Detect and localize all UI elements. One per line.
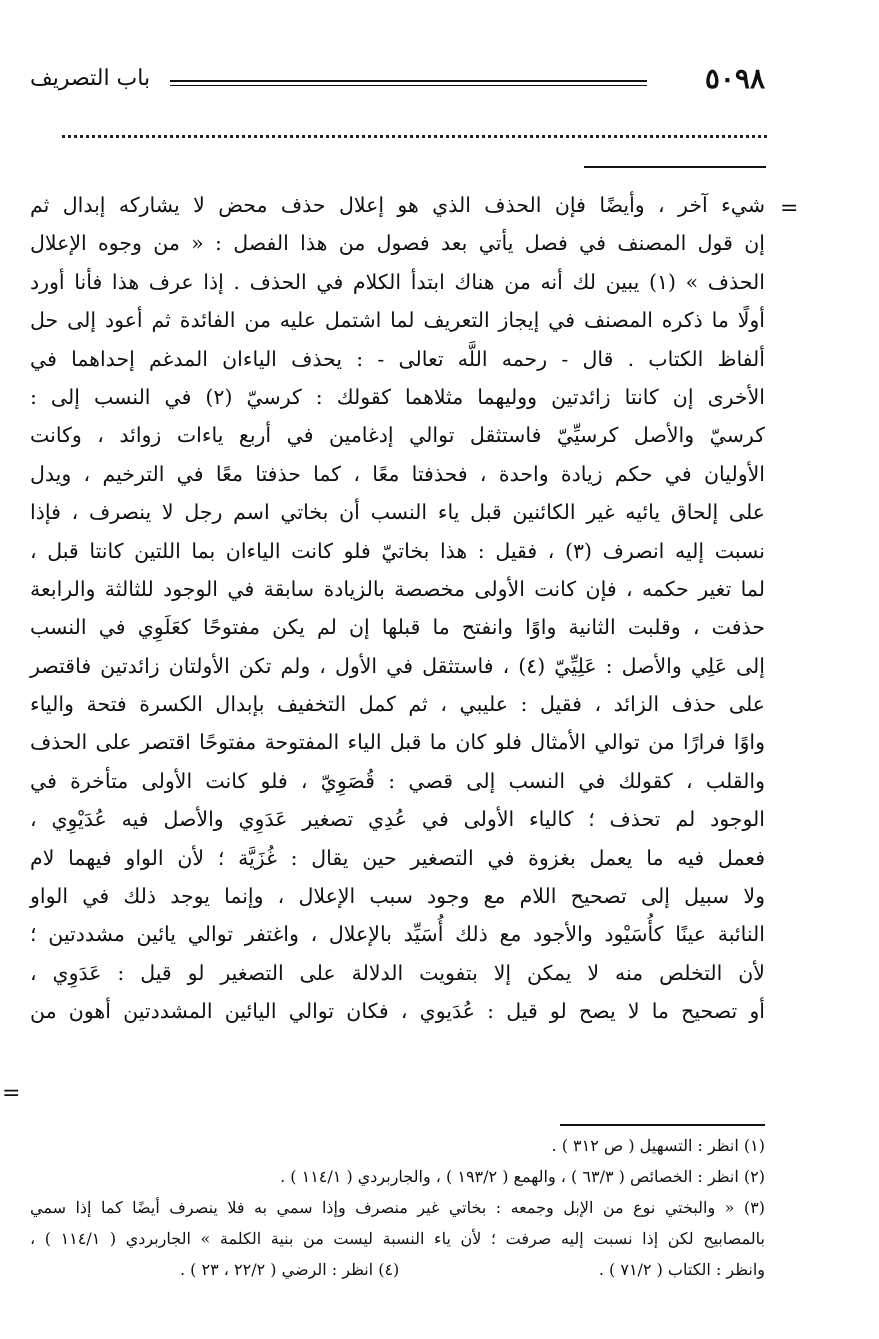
footnote-4: (٤) انظر : الرضي ( ٢٢/٢ ، ٢٣ ) . (180, 1260, 400, 1279)
body-line: الحذف » (١) يبين لك أنه من هناك ابتدأ الكلام في الحذف . إذا عرف هذا فأنا أورد (30, 269, 765, 294)
chapter-title: باب التصريف (30, 66, 151, 91)
body-line: واوًا فرارًا من توالي الأمثال فلو كان ما قبل الياء المفتوحة مفتوحًا اقتصر على الحذف (30, 730, 765, 755)
body-line: أو تصحيح ما لا يصح لو قيل : عُدَيوي ، فكان توالي اليائين المشددتين أهون من (30, 999, 765, 1024)
footnote-3-line-3: وانظر : الكتاب ( ٧١/٢ ) . (598, 1260, 765, 1279)
body-line: إلى عَلِي والأصل : عَلِيِّيّ (٤) ، فاستثقل في الأول ، ولم تكن الأولتان زائدتين فاقتصر (30, 653, 765, 678)
body-line: شيء آخر ، وأيضًا فإن الحذف الذي هو إعلال حذف محض لا يشاركه إبدال ثم (30, 193, 765, 217)
footnote-3-line-1: (٣) « والبختي نوع من الإبل وجمعه : بخاتي غير منصرف وإذا سمي به فلا ينصرف أيضًا كما إذا سمي (30, 1198, 765, 1217)
body-line: كرسيّ والأصل كرسيِّيّ فاستثقل توالي إدغامين في أربع ياءات زوائد ، وكانت (30, 423, 765, 448)
footnote-2: (٢) انظر : الخصائص ( ٦٣/٣ ) ، والهمع ( ١٩٣/٢ ) ، والجاربردي ( ١١٤/١ ) . (280, 1167, 765, 1186)
footnotes (30, 1130, 765, 1285)
footnote-1: (١) انظر : التسهيل ( ص ٣١٢ ) . (551, 1136, 765, 1155)
body-line: النائبة عينًا كأُسَيْود والأجود مع ذلك أُسَيِّد بالإعلال ، واغتفر توالي يائين مشددتين ؛ (30, 922, 765, 947)
body-line: فعمل فيه ما يعمل بغزوة في التصغير حين يقال : غُزَيَّة ؛ لأن الواو فيهما لام (30, 845, 765, 870)
body-line: الوجود لم تحذف ؛ كالياء الأولى في عُدِي تصغير عَدَوِي والأصل فيه عُدَيْوِي ، (30, 807, 765, 832)
continuation-mark-start: = (780, 196, 799, 221)
body-line: لأن التخلص منه لا يمكن إلا بتفويت الدلالة على التصغير لو قيل : عَدَوِي ، (30, 960, 765, 985)
body-text (30, 186, 765, 1031)
body-line: ولا سبيل إلى تصحيح اللام مع وجود سبب الإعلال ، وإنما يوجد ذلك في الواو (30, 884, 765, 909)
section-underline (584, 166, 766, 168)
body-line: إن قول المصنف في فصل يأتي بعد فصول من هذا الفصل : « من وجوه الإعلال (30, 231, 765, 256)
footnote-rule (560, 1124, 765, 1126)
footnote-last-line (30, 1254, 765, 1285)
page-header (30, 60, 765, 100)
body-line: أولًا ما ذكره المصنف في إيجاز التعريف لما اشتمل عليه من الفائدة ثم أعود إلى حل (30, 308, 765, 333)
body-line: على إلحاق يائيه غير الكائنين قبل ياء النسب أن بخاتي اسم رجل لا ينصرف ، فإذا (30, 500, 765, 525)
page-number: ٥٠٩٨ (704, 62, 765, 95)
body-line: الأخرى إن كانتا زائدتين ووليهما مثلاهما كقولك : كرسيّ (٢) في النسب إلى : (30, 384, 765, 409)
body-line: نسبت إليه انصرف (٣) ، فقيل : هذا بخاتيّ فلو كانت الياءان بما اللتين كانتا قبل ، (30, 538, 765, 563)
dotted-separator (62, 135, 767, 138)
body-line: لما تغير حكمه ، فإن كانت الأولى مخصصة بالزيادة سابقة في الوجود للثالثة والرابعة (30, 576, 765, 601)
body-line: الأوليان في حكم زيادة واحدة ، فحذفتا معًا ، كما حذفتا معًا في الترخيم ، ويدل (30, 461, 765, 486)
body-line: حذفت ، وقلبت الثانية واوًا وانفتح ما قبلها إن لم يكن مفتوحًا كعَلَوِي في النسب (30, 615, 765, 640)
body-line: ألفاظ الكتاب . قال - رحمه اللَّه تعالى - : يحذف الياءان المدغم إحداهما في (30, 346, 765, 371)
header-rule (170, 80, 647, 86)
body-line: والقلب ، كقولك في النسب إلى قصي : قُصَوِيّ ، فلو كانت الأولى متأخرة في (30, 768, 765, 793)
footnote-3-line-2: بالمصابيح لكن إذا نسبت إليه صرفت ؛ لأن ياء النسبة ليست من بنية الكلمة » الجاربردي ( ١١٤/١ ) ، (30, 1229, 766, 1248)
body-line: على حذف الزائد ، فقيل : عليبي ، ثم كمل التخفيف بإبدال الكسرة فتحة والياء (30, 692, 765, 717)
continuation-mark-end: = (2, 1081, 21, 1106)
